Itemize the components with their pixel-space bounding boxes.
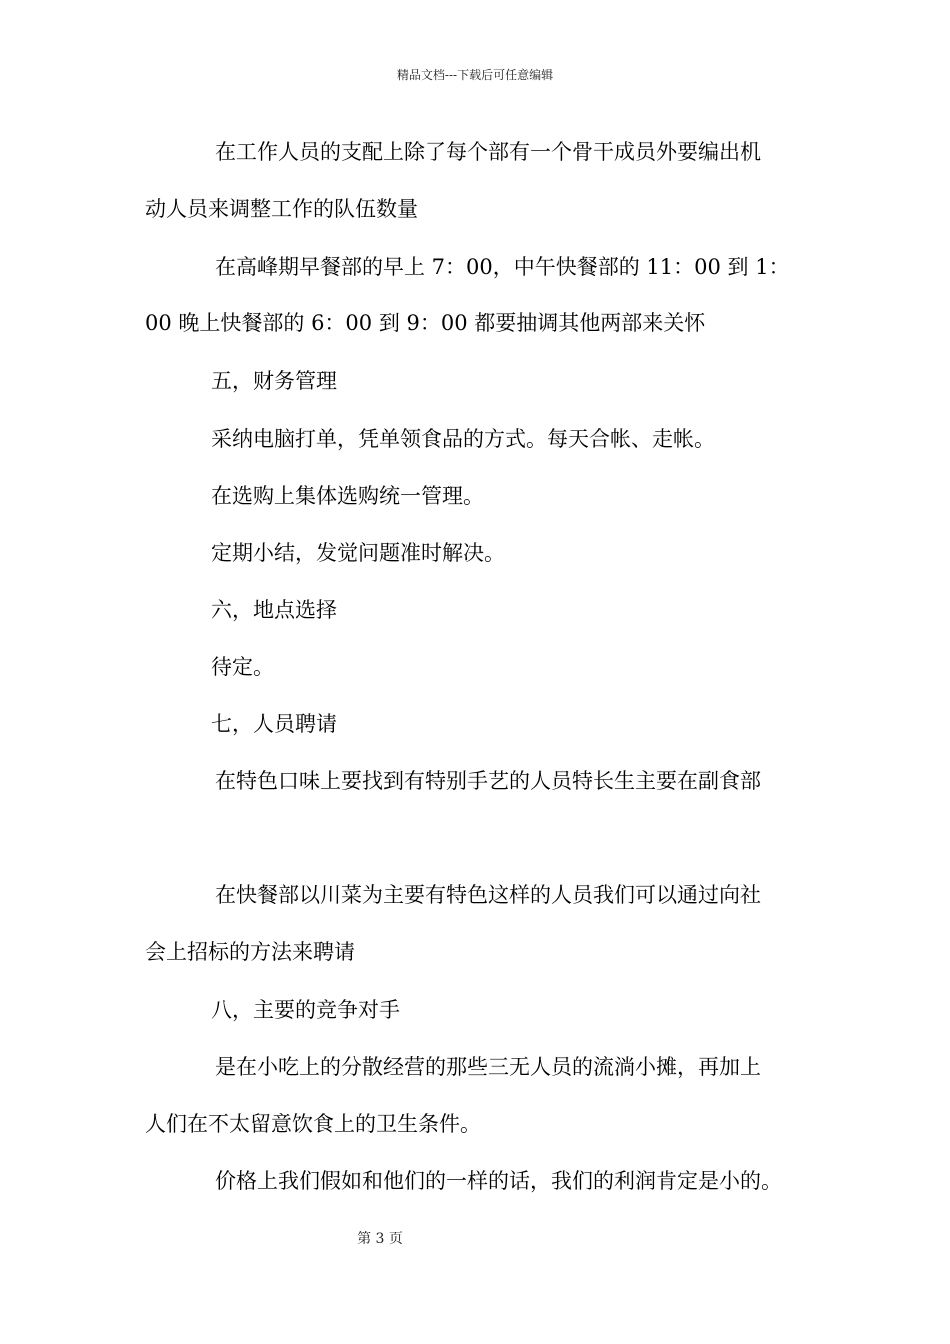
paragraph-review: 定期小结，发觉问题准时解决。 xyxy=(211,541,505,565)
paragraph-staffing-line-1: 在工作人员的支配上除了每个部有一个骨干成员外要编出机 xyxy=(215,140,761,164)
section-heading-competitors: 八，主要的竞争对手 xyxy=(211,998,400,1022)
paragraph-staffing-line-2: 动人员来调整工作的队伍数量 xyxy=(145,197,418,221)
paragraph-billing: 采纳电脑打单，凭单领食品的方式。每天合帐、走帐。 xyxy=(211,427,715,451)
paragraph-peak-hours-line-1: 在高峰期早餐部的早上 7：00，中午快餐部的 11：00 到 1： xyxy=(215,255,790,279)
page-header: 精品文档---下载后可任意编辑 xyxy=(396,68,554,82)
section-heading-location: 六，地点选择 xyxy=(211,598,337,622)
paragraph-fastfood-staff-line-1: 在快餐部以川菜为主要有特色这样的人员我们可以通过向社 xyxy=(215,883,761,907)
paragraph-fastfood-staff-line-2: 会上招标的方法来聘请 xyxy=(145,940,355,964)
paragraph-competitors-line-1: 是在小吃上的分散经营的那些三无人员的流淌小摊，再加上 xyxy=(215,1055,761,1079)
paragraph-purchasing: 在选购上集体选购统一管理。 xyxy=(211,484,484,508)
page-number: 第 3 页 xyxy=(357,1231,403,1247)
section-heading-finance: 五，财务管理 xyxy=(211,369,337,393)
section-heading-hiring: 七，人员聘请 xyxy=(211,712,337,736)
paragraph-pricing: 价格上我们假如和他们的一样的话，我们的利润肯定是小的。 xyxy=(215,1169,782,1193)
paragraph-competitors-line-2: 人们在不太留意饮食上的卫生条件。 xyxy=(145,1112,481,1136)
paragraph-peak-hours-line-2: 00 晚上快餐部的 6：00 到 9：00 都要抽调其他两部来关怀 xyxy=(145,311,706,335)
paragraph-location-pending: 待定。 xyxy=(211,655,274,679)
paragraph-special-staff: 在特色口味上要找到有特别手艺的人员特长生主要在副食部 xyxy=(215,769,761,793)
